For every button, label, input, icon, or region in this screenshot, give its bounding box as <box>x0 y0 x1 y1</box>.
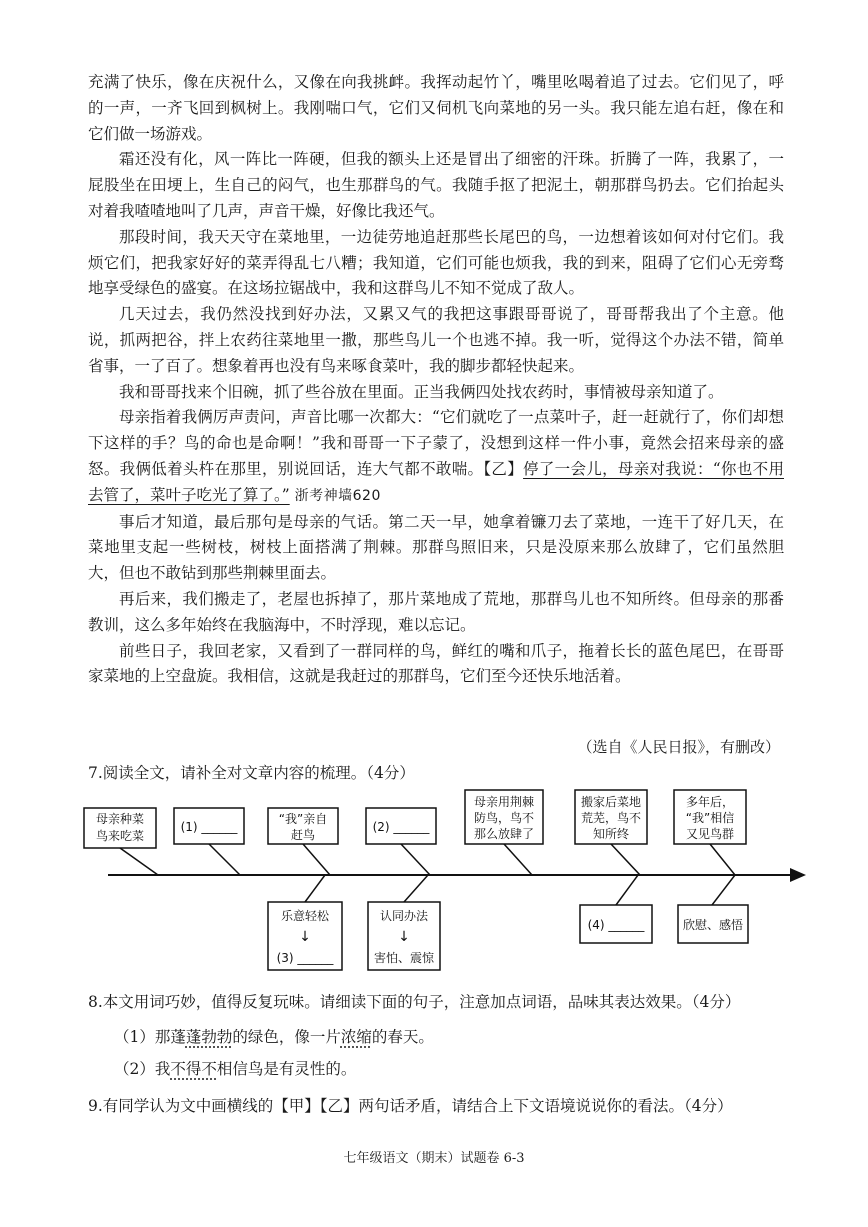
top-box-5-line-1: 母亲用荆棘 <box>473 795 535 809</box>
top-box-5 <box>465 790 543 875</box>
page-footer: 七年级语文（期末）试题卷 6-3 <box>343 1151 525 1166</box>
bottom-box-1-arrow: ↓ <box>299 929 311 945</box>
passage-source: （选自《人民日报》，有删改） <box>577 738 780 756</box>
top-box-5-line-2: 防鸟，鸟不 <box>473 811 535 825</box>
q8-s1-dotted-word-2: 浓缩 <box>340 1028 372 1046</box>
q8-s1-post: 的春天。 <box>371 1028 434 1046</box>
bottom-box-3-line-1: (4) ______ <box>587 918 645 932</box>
q8-s2-pre: （2）我 <box>114 1060 171 1078</box>
underlined-sentence-yi: 停了一会儿，母亲对我说：“你也不用去管了，菜叶子吃光了算了。” <box>88 459 784 504</box>
paragraph-6-text: 母亲指着我俩厉声责问，声音比哪一次都大：“它们就吃了一点菜叶子，赶一赶就行了，你们却想下这样的手？鸟的命也是命啊！”我和哥哥一下子蒙了，没想到这样一件小事，竟然会招来母亲的盛怒。我俩低着头杵在那里，别说回话，连大气都不敢喘。 <box>88 408 784 478</box>
top-box-4-line-1: (2) ______ <box>372 820 430 834</box>
top-box-6 <box>575 790 647 875</box>
bottom-box-1-line-3: (3) ______ <box>276 951 334 965</box>
bottom-box-3 <box>580 875 652 943</box>
bottom-box-2-arrow: ↓ <box>398 929 410 945</box>
top-box-3-line-1: “我”亲自 <box>278 812 328 826</box>
top-box-2-line-1: (1) ______ <box>180 820 238 834</box>
top-box-6-line-2: 荒芜，鸟不 <box>580 811 642 825</box>
q8-s1-dotted-word: 蓬勃勃 <box>185 1028 233 1046</box>
top-box-1-line-1: 母亲种菜 <box>95 812 145 826</box>
question-8-stem: 8.本文用词巧妙，值得反复玩味。请细读下面的句子，注意加点词语，品味其表达效果。（4分） <box>88 993 741 1011</box>
top-box-6-line-1: 搬家后菜地 <box>580 795 642 809</box>
top-box-1 <box>84 808 158 875</box>
paragraph-7: 事后才知道，最后那句是母亲的气话。第二天一早，她拿着镰刀去了菜地，一连干了好几天，在菜地里支起一些树枝，树枝上面搭满了荆棘。那群鸟照旧来，只是没原来那么放肆了，它们虽然胆大，但也不敢钻到那些荆棘里面去。 <box>88 512 784 583</box>
top-box-7-line-1: 多年后， <box>685 795 735 809</box>
bottom-box-4 <box>678 875 748 943</box>
bottom-box-2 <box>368 875 440 970</box>
paragraph-8: 再后来，我们搬走了，老屋也拆掉了，那片菜地成了荒地，那群鸟儿也不知所终。但母亲的那番教训，这么多年始终在我脑海中，不时浮现，难以忘记。 <box>88 589 784 634</box>
top-box-2 <box>174 808 244 875</box>
paragraph-2: 霜还没有化，风一阵比一阵硬，但我的额头上还是冒出了细密的汗珠。折腾了一阵，我累了，一屁股坐在田埂上，生自己的闷气，也生那群鸟的气。我随手抠了把泥土，朝那群鸟扔去。它们抬起头对着我喳喳地叫了几声，声音干燥，好像比我还气。 <box>88 150 784 220</box>
paragraph-5: 我和哥哥找来个旧碗，抓了些谷放在里面。正当我俩四处找农药时，事情被母亲知道了。 <box>119 382 724 401</box>
bottom-box-4-line-1: 欣慰、感悟 <box>682 918 744 932</box>
top-box-3 <box>268 808 338 875</box>
top-box-5-line-3: 那么放肆了 <box>473 827 535 841</box>
sentence-marker-yi: 【乙】 <box>483 459 524 478</box>
top-box-7 <box>674 790 746 875</box>
question-9-stem: 9.有同学认为文中画横线的【甲】【乙】两句话矛盾，请结合上下文语境说说你的看法。（4分） <box>88 1097 733 1115</box>
top-box-7-line-2: “我”相信 <box>685 811 735 825</box>
paragraph-3: 那段时间，我天天守在菜地里，一边徒劳地追赶那些长尾巴的鸟，一边想着该如何对付它们。我烦它们，把我家好好的菜弄得乱七八糟；我知道，它们可能也烦我，我的到来，阻碍了它们心无旁骛地享受绿色的盛宴。在这场拉锯战中，我和这群鸟儿不知不觉成了敌人。 <box>88 227 784 298</box>
q8-s2-post: 相信鸟是有灵性的。 <box>216 1060 357 1078</box>
bottom-box-2-line-3: 害怕、震惊 <box>373 951 435 965</box>
top-box-7-line-3: 又见鸟群 <box>685 827 735 841</box>
q8-s2-dotted-word: 不得不 <box>170 1060 217 1078</box>
top-box-4 <box>366 808 436 875</box>
top-box-6-line-3: 知所终 <box>592 827 630 841</box>
paragraph-4: 几天过去，我仍然没找到好办法，又累又气的我把这事跟哥哥说了，哥哥帮我出了个主意。他说，抓两把谷，拌上农药往菜地里一撒，那些鸟儿一个也逃不掉。我一听，觉得这个办法不错，简单省事，一了百了。想象着再也没有鸟来啄食菜叶，我的脚步都轻快起来。 <box>88 305 784 375</box>
bottom-box-2-line-1: 认同办法 <box>379 909 429 923</box>
q8-s1-pre: （1）那蓬 <box>114 1028 186 1046</box>
timeline-arrowhead <box>790 868 806 882</box>
q8-s1-mid: 的绿色，像一片 <box>232 1028 341 1046</box>
paragraph-1: 充满了快乐，像在庆祝什么，又像在向我挑衅。我挥动起竹丫，嘴里吆喝着追了过去。它们见了，呼的一声，一齐飞回到枫树上。我刚喘口气，它们又伺机飞向菜地的另一头。我只能左追右赶，像在和它们做一场游戏。 <box>88 73 784 143</box>
bottom-box-1-line-1: 乐意轻松 <box>280 909 330 923</box>
inline-watermark: 浙考神墙620 <box>294 487 381 504</box>
question-8-sentence-1 <box>114 1025 434 1047</box>
question-8-sentence-2 <box>114 1057 356 1079</box>
paragraph-9: 前些日子，我回老家，又看到了一群同样的鸟，鲜红的嘴和爪子，拖着长长的蓝色尾巴，在哥哥家菜地的上空盘旋。我相信，这就是我赶过的那群鸟，它们至今还快乐地活着。 <box>88 641 784 686</box>
top-box-1-line-2: 鸟来吃菜 <box>95 829 145 843</box>
bottom-box-1 <box>268 875 342 970</box>
top-box-3-line-2: 赶鸟 <box>290 828 316 842</box>
question-7-stem: 7.阅读全文，请补全对文章内容的梳理。（4分） <box>88 764 415 782</box>
